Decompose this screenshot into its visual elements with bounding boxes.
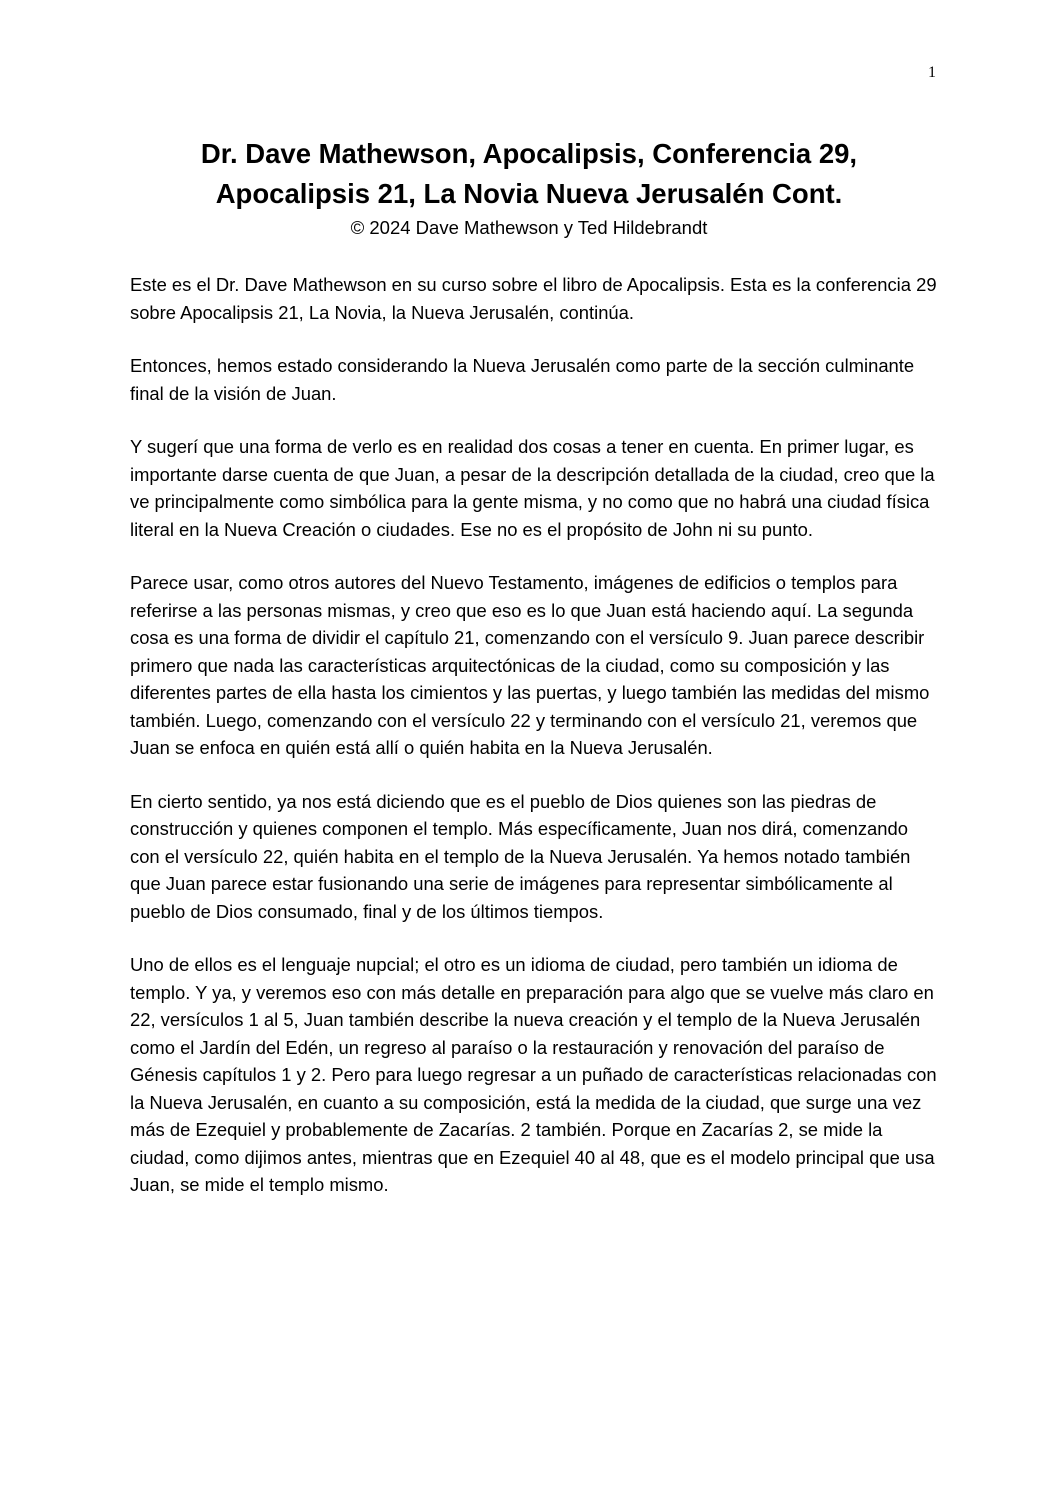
body-text — [130, 271, 940, 1225]
paragraph-intro: Este es el Dr. Dave Mathewson en su curso sobre el libro de Apocalipsis. Esta es la conferencia 29 sobre Apocalipsis 21, La Novia, la Nueva Jerusalén, continúa. — [130, 274, 937, 323]
title-line-1: Dr. Dave Mathewson, Apocalipsis, Conferencia 29, — [200, 138, 858, 169]
paragraph-3: Y sugerí que una forma de verlo es en realidad dos cosas a tener en cuenta. En primer lugar, es importante darse cuenta de que Juan, a pesar de la descripción detallada de la ciudad, creo que la ve principalmente como simbólica para la gente misma, y no como que no habrá una ciudad física literal en la Nueva Creación o ciudades. Ese no es el propósito de John ni su punto. — [130, 436, 935, 540]
document-title — [110, 134, 948, 214]
page-number: 1 — [928, 64, 936, 81]
title-line-2: Apocalipsis 21, La Novia Nueva Jerusalén Cont. — [215, 178, 843, 209]
paragraph-6: Uno de ellos es el lenguaje nupcial; el otro es un idioma de ciudad, pero también un idioma de templo. Y ya, y veremos eso con más detalle en preparación para algo que se vuelve más claro en 22, versículos 1 al 5, Juan también describe la nueva creación y el templo de la Nueva Jerusalén como el Jardín del Edén, un regreso al paraíso o la restauración y renovación del paraíso de Génesis capítulos 1 y 2. Pero para luego regresar a un puñado de características relacionadas con la Nueva Jerusalén, en cuanto a su composición, está la medida de la ciudad, que surge una vez más de Ezequiel y probablemente de Zacarías. 2 también. Porque en Zacarías 2, se mide la ciudad, como dijimos antes, mientras que en Ezequiel 40 al 48, que es el modelo principal que usa Juan, se mide el templo mismo. — [130, 954, 937, 1195]
paragraph-4: Parece usar, como otros autores del Nuevo Testamento, imágenes de edificios o templos para referirse a las personas mismas, y creo que eso es lo que Juan está haciendo aquí. La segunda cosa es una forma de dividir el capítulo 21, comenzando con el versículo 9. Juan parece describir primero que nada las características arquitectónicas de la ciudad, como su composición y las diferentes partes de ella hasta los cimientos y las puertas, y luego también las medidas del mismo también. Luego, comenzando con el versículo 22 y terminando con el versículo 21, veremos que Juan se enfoca en quién está allí o quién habita en la Nueva Jerusalén. — [130, 572, 930, 758]
paragraph-5: En cierto sentido, ya nos está diciendo que es el pueblo de Dios quienes son las piedras de construcción y quienes componen el templo. Más específicamente, Juan nos dirá, comenzando con el versículo 22, quién habita en el templo de la Nueva Jerusalén. Ya hemos notado también que Juan parece estar fusionando una serie de imágenes para representar simbólicamente al pueblo de Dios consumado, final y de los últimos tiempos. — [130, 790, 911, 922]
copyright-line: © 2024 Dave Mathewson y Ted Hildebrandt — [350, 217, 708, 238]
paragraph-2: Entonces, hemos estado considerando la Nueva Jerusalén como parte de la sección culminante final de la visión de Juan. — [130, 355, 915, 404]
